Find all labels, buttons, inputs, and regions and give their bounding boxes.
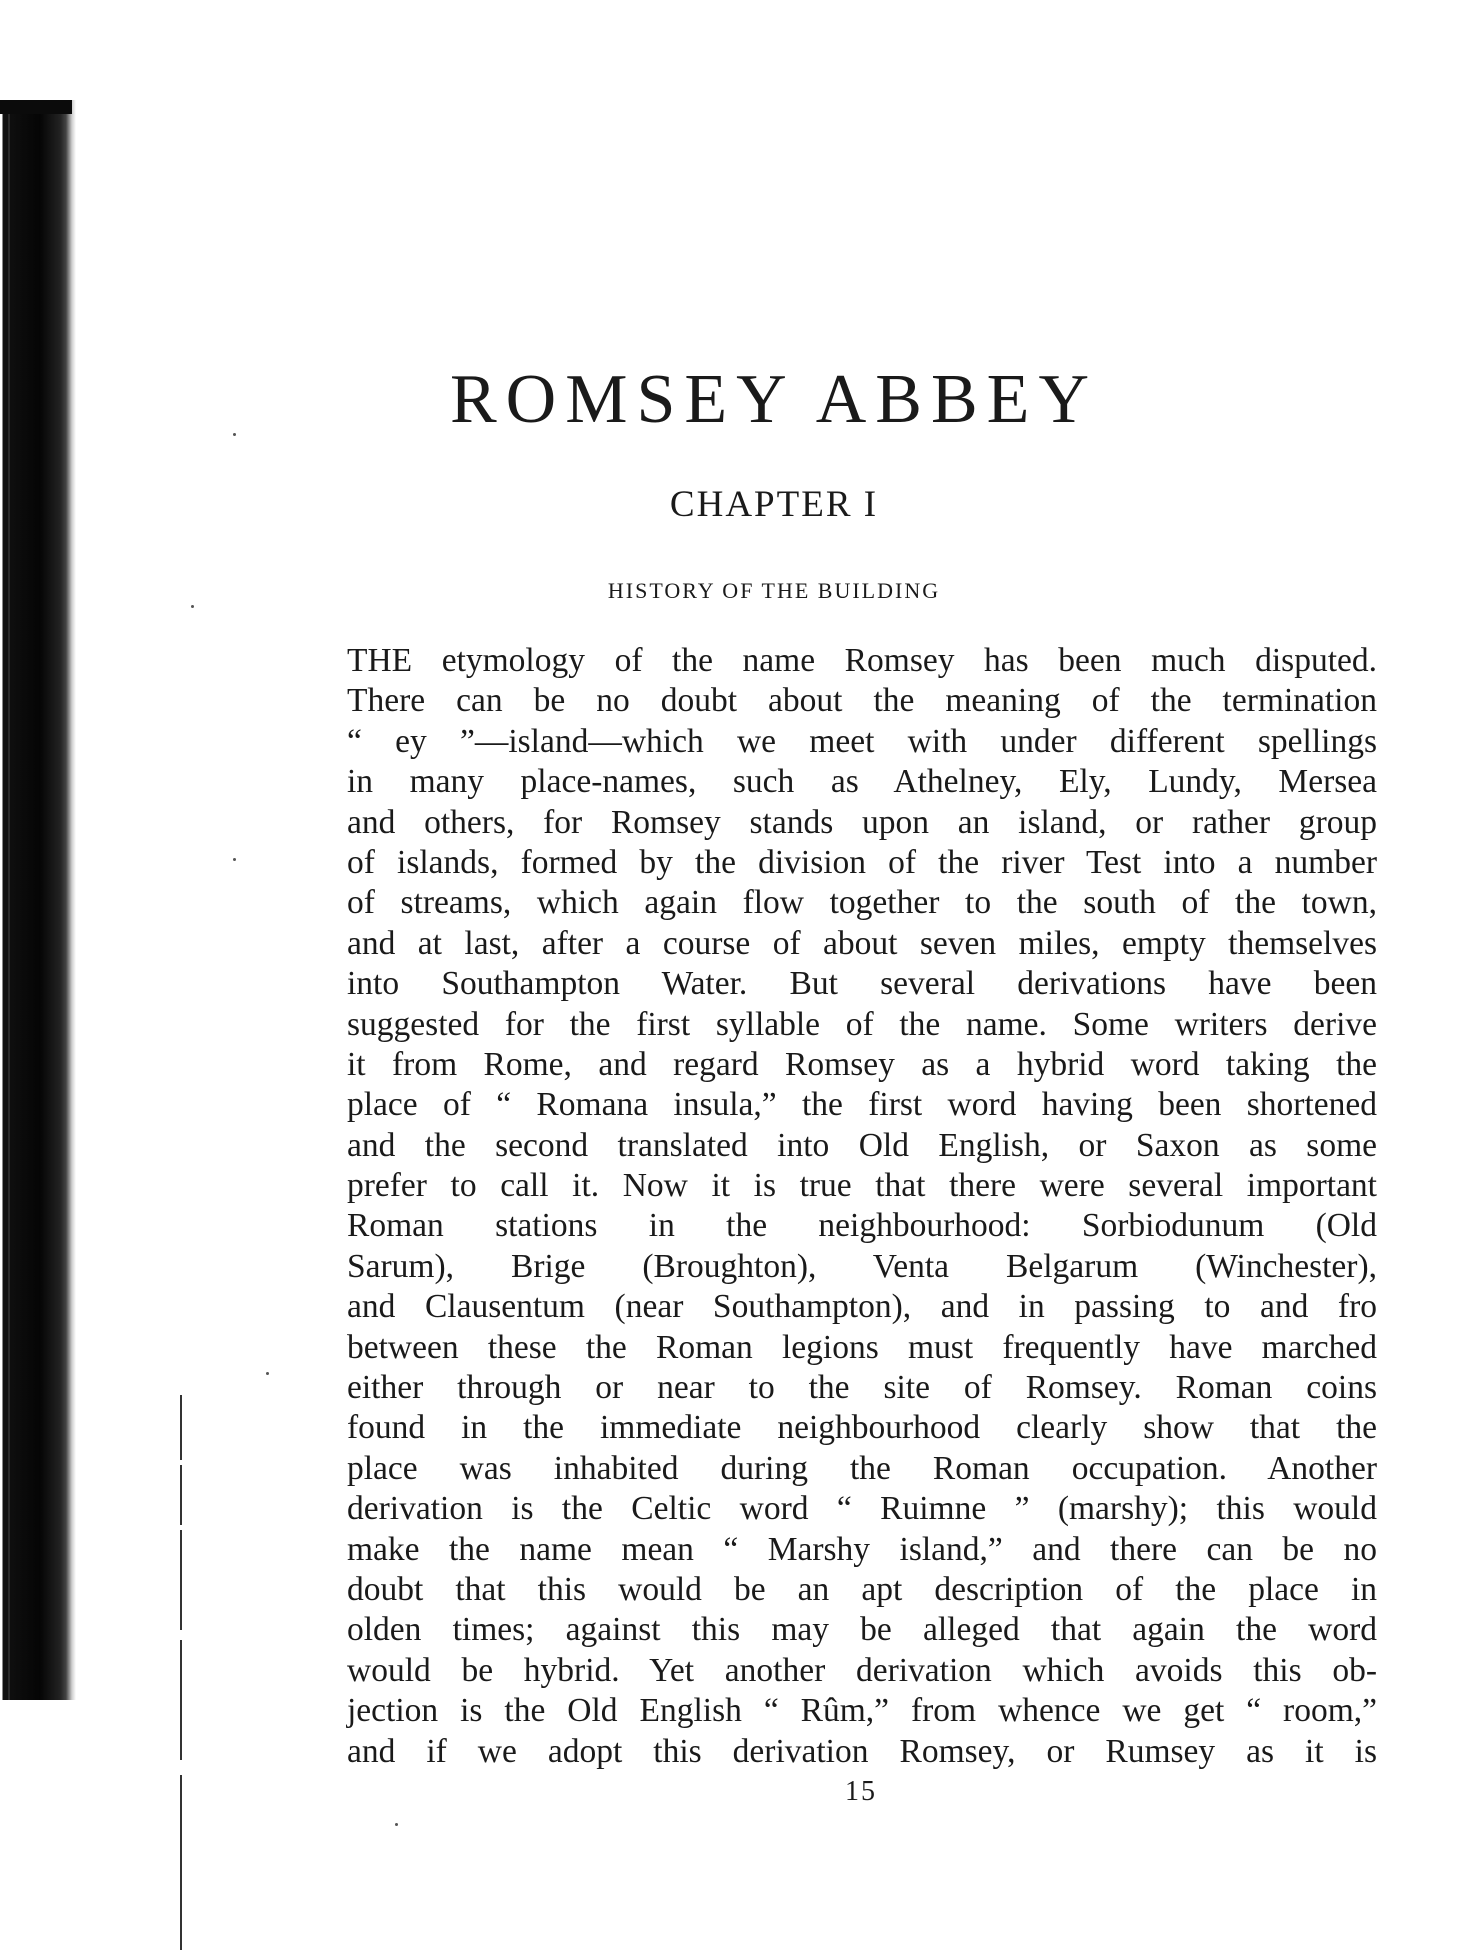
text-line: into Southampton Water. But several derivations have been [347, 965, 1377, 1003]
text-line: and at last, after a course of about seven miles, empty themselves [347, 924, 1377, 962]
scan-speck [233, 858, 236, 861]
margin-line [180, 1775, 182, 1950]
chapter-subtitle: HISTORY OF THE BUILDING [607, 578, 941, 603]
text-line: derivation is the Celtic word “ Ruimne ” (marshy); this would [347, 1490, 1377, 1528]
text-line: “ ey ”—island—which we meet with under different spellings [347, 722, 1377, 760]
text-line: prefer to call it. Now it is true that there were several important [347, 1167, 1377, 1205]
text-line: doubt that this would be an apt description of the place in [347, 1570, 1377, 1608]
chapter-heading: CHAPTER I [669, 484, 879, 525]
scan-speck [266, 1372, 269, 1375]
scan-speck [395, 1823, 398, 1826]
text-line: between these the Roman legions must frequently have marched [347, 1328, 1377, 1366]
body-paragraph [347, 641, 1377, 1772]
text-line: Sarum), Brige (Broughton), Venta Belgarum (Winchester), [347, 1247, 1377, 1285]
page-title: ROMSEY ABBEY [449, 361, 1098, 438]
text-line: of islands, formed by the division of the river Test into a number [347, 843, 1377, 881]
book-binding-edge [0, 100, 72, 114]
text-line: suggested for the first syllable of the name. Some writers derive [347, 1005, 1377, 1043]
page-number: 15 [845, 1776, 877, 1807]
text-line: olden times; against this may be alleged that again the word [347, 1611, 1377, 1649]
text-line: and the second translated into Old English, or Saxon as some [347, 1126, 1377, 1164]
text-line: either through or near to the site of Romsey. Roman coins [347, 1369, 1377, 1407]
text-line: There can be no doubt about the meaning of the termination [347, 682, 1377, 720]
margin-line [180, 1395, 182, 1460]
text-line: THE etymology of the name Romsey has been much disputed. [347, 642, 1377, 679]
text-line: of streams, which again flow together to the south of the town, [347, 884, 1377, 922]
text-line: Roman stations in the neighbourhood: Sorbiodunum (Old [347, 1207, 1377, 1245]
scan-speck [191, 605, 194, 608]
text-line: jection is the Old English “ Rûm,” from whence we get “ room,” [347, 1692, 1377, 1730]
text-line: it from Rome, and regard Romsey as a hybrid word taking the [347, 1045, 1377, 1083]
margin-line [180, 1465, 182, 1525]
margin-line [180, 1640, 182, 1760]
text-line: and if we adopt this derivation Romsey, or Rumsey as it is [347, 1732, 1377, 1770]
text-line: make the name mean “ Marshy island,” and there can be no [347, 1530, 1377, 1568]
margin-line [180, 1530, 182, 1630]
text-line: place of “ Romana insula,” the first word having been shortened [347, 1086, 1377, 1124]
text-line: and others, for Romsey stands upon an island, or rather group [347, 803, 1377, 841]
book-binding-shadow [0, 100, 76, 1700]
text-line: and Clausentum (near Southampton), and in passing to and fro [347, 1288, 1377, 1326]
text-line: found in the immediate neighbourhood clearly show that the [347, 1409, 1377, 1447]
text-line: would be hybrid. Yet another derivation which avoids this ob- [347, 1651, 1377, 1689]
text-line: in many place-names, such as Athelney, Ely, Lundy, Mersea [347, 763, 1377, 801]
text-line: place was inhabited during the Roman occupation. Another [347, 1449, 1377, 1487]
